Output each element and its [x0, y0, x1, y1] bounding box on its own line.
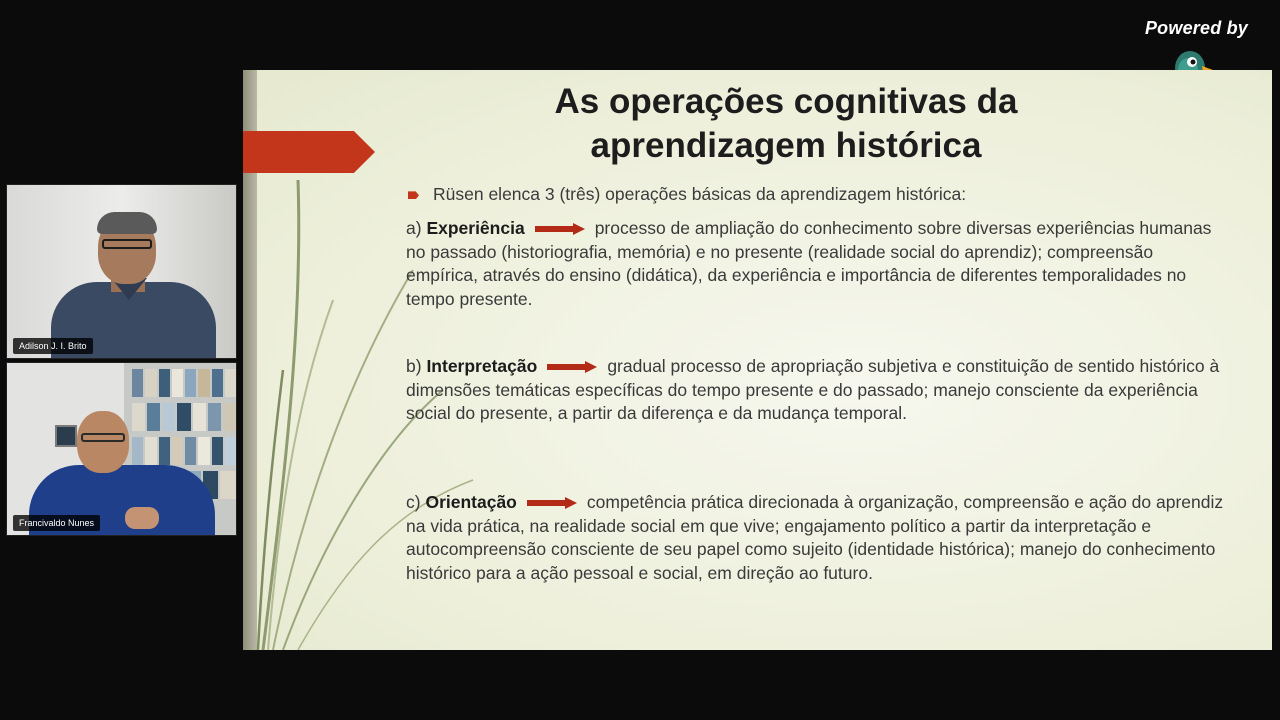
participant-tile-1[interactable] [6, 184, 237, 359]
powered-by-text: Powered by [1144, 18, 1248, 38]
slide-title [511, 80, 1061, 168]
right-arrow-icon [527, 497, 577, 509]
participant-1-hair [97, 212, 157, 234]
participant-tile-2[interactable] [6, 362, 237, 536]
item-term: Experiência [426, 218, 525, 238]
item-term: Interpretação [426, 356, 538, 376]
participant-name-label: Adilson J. I. Brito [13, 338, 93, 354]
item-text: processo de ampliação do conhecimento sobre diversas experiências humanas no passado (historiografia, memória) e no presente (realidade social do aprendiz); compreensão empírica, através do ensino (didática), da experiência e importância de diferentes temporalidades no tempo presente. [406, 218, 1212, 309]
operation-item-experiencia [406, 217, 1226, 311]
participant-2-glasses [81, 433, 125, 442]
bullet-text: Rüsen elenca 3 (três) operações básicas da aprendizagem histórica: [433, 184, 967, 204]
item-term: Orientação [425, 492, 517, 512]
right-arrow-icon [547, 361, 597, 373]
participant-2-head [77, 411, 129, 473]
slide-bullet [408, 184, 1248, 205]
item-text: gradual processo de apropriação subjetiva e constituição de sentido histórico à dimensões temáticas específicas do tempo presente e do passado; manejo consciente da experiência social do presente, a partir da diferença e da mudança temporal. [406, 356, 1220, 423]
item-prefix: a) [406, 218, 422, 238]
wall-picture-frame [55, 425, 77, 447]
item-prefix: b) [406, 356, 422, 376]
item-prefix: c) [406, 492, 421, 512]
participant-2-hand [125, 507, 159, 529]
bullet-arrow-icon [408, 191, 419, 199]
operation-item-interpretacao [406, 355, 1226, 426]
participant-1-glasses [102, 239, 152, 249]
participant-name-label: Francivaldo Nunes [13, 515, 100, 531]
item-text: competência prática direcionada à organização, compreensão e ação do aprendiz na vida prática, na realidade social em que vive; engajamento político a partir da interpretação e autocompreensão consciente de seu papel como sujeito (identidade histórica); manejo do conhecimento histórico para a ação pessoal e social, em direção ao futuro. [406, 492, 1224, 583]
title-arrow-decoration [243, 131, 375, 173]
presentation-slide [243, 70, 1272, 650]
slide-title-line-2: aprendizagem histórica [590, 126, 982, 165]
slide-title-line-1: As operações cognitivas da [554, 82, 1018, 121]
right-arrow-icon [535, 223, 585, 235]
operation-item-orientacao [406, 491, 1226, 585]
